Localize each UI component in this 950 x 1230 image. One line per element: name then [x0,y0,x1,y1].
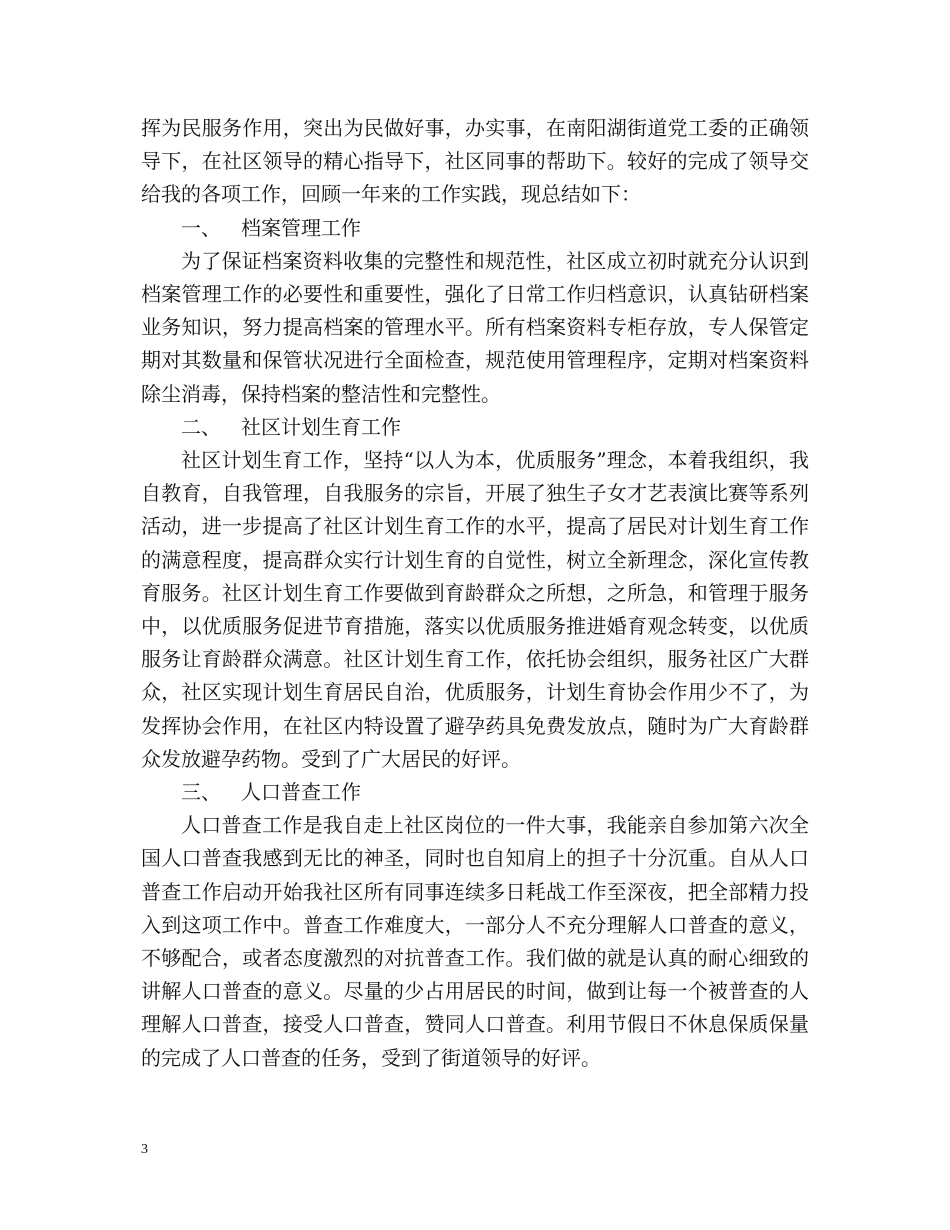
section-title: 人口普查工作 [241,780,361,805]
section-paragraph-3: 人口普查工作是我自走上社区岗位的一件大事，我能亲自参加第六次全国人口普查我感到无比的神圣，同时也自知肩上的担子十分沉重。自从人口普查工作启动开始我社区所有同事连续多日耗战工作至深夜，把全部精力投入到这项工作中。普查工作难度大，一部分人不充分理解人口普查的意义，不够配合，或者态度激烈的对抗普查工作。我们做的就是认真的耐心细致的讲解人口普查的意义。尽量的少占用居民的时间，做到让每一个被普查的人理解人口普查，接受人口普查，赞同人口普查。利用节假日不休息保质保量的完成了人口普查的任务，受到了街道领导的好评。 [141,813,809,1070]
section-title: 社区计划生育工作 [241,414,401,439]
section-number: 二、 [181,414,221,439]
section-heading-1 [141,212,809,245]
page-number: 3 [141,1142,148,1157]
section-number: 三、 [181,780,221,805]
section-title: 档案管理工作 [241,215,361,240]
section-number: 一、 [181,215,221,240]
section-heading-3 [141,776,809,809]
section-heading-2 [141,411,809,444]
section-paragraph-1: 为了保证档案资料收集的完整性和规范性，社区成立初时就充分认识到档案管理工作的必要性和重要性，强化了日常工作归档意识，认真钻研档案业务知识，努力提高档案的管理水平。所有档案资料专柜存放，专人保管定期对其数量和保管状况进行全面检查，规范使用管理程序，定期对档案资料除尘消毒，保持档案的整洁性和完整性。 [141,248,809,406]
section-paragraph-2: 社区计划生育工作，坚持“以人为本，优质服务”理念，本着我组织，我自教育，自我管理，自我服务的宗旨，开展了独生子女才艺表演比赛等系列活动，进一步提高了社区计划生育工作的水平，提高了居民对计划生育工作的满意程度，提高群众实行计划生育的自觉性，树立全新理念，深化宣传教育服务。社区计划生育工作要做到育龄群众之所想，之所急，和管理于服务中，以优质服务促进节育措施，落实以优质服务推进婚育观念转变，以优质服务让育龄群众满意。社区计划生育工作，依托协会组织，服务社区广大群众，社区实现计划生育居民自治，优质服务，计划生育协会作用少不了，为发挥协会作用，在社区内特设置了避孕药具免费发放点，随时为广大育龄群众发放避孕药物。受到了广大居民的好评。 [141,448,809,771]
document-body [141,112,809,1075]
intro-paragraph: 挥为民服务作用，突出为民做好事，办实事，在南阳湖街道党工委的正确领导下，在社区领导的精心指导下，社区同事的帮助下。较好的完成了领导交给我的各项工作，回顾一年来的工作实践，现总结如下： [141,116,809,207]
